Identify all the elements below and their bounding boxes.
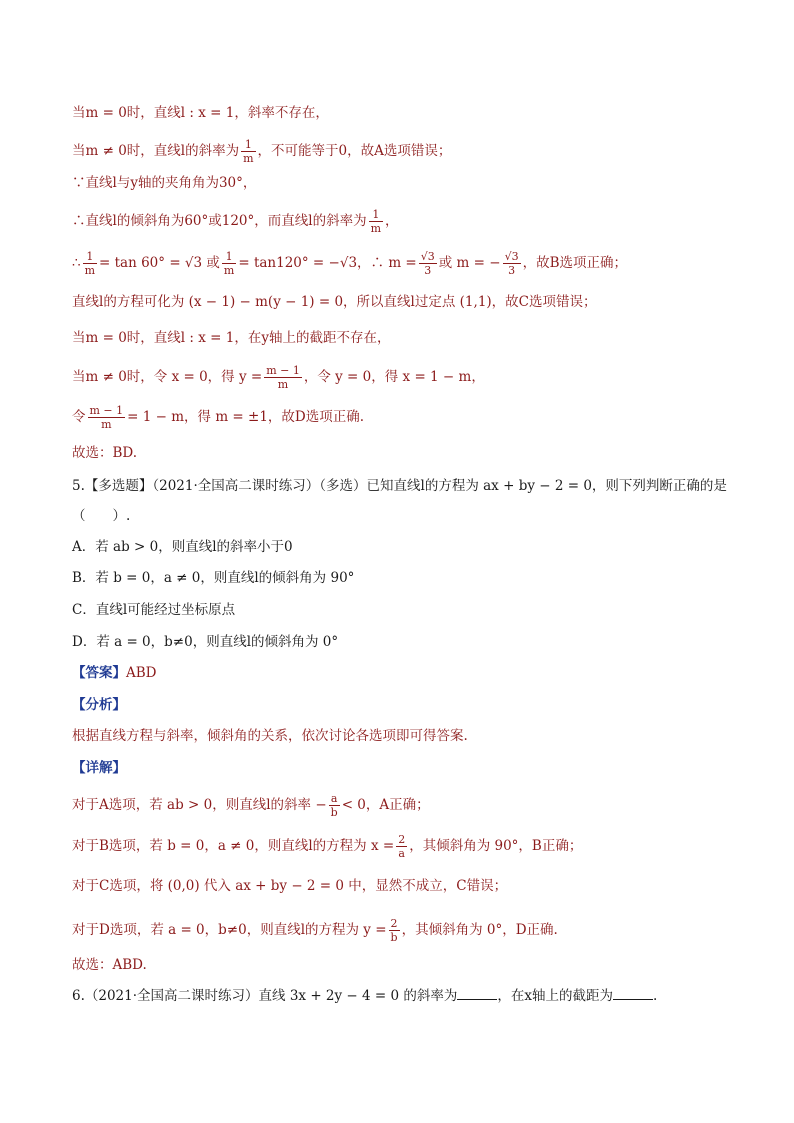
text-segment: 令: [72, 409, 86, 425]
answer-value: ABD: [126, 665, 157, 681]
text-line: 当m = 0时，直线l : x = 1，斜率不存在，: [72, 105, 329, 121]
text-segment: ，: [385, 213, 399, 229]
text-segment: 或 m = −: [438, 255, 501, 271]
text-segment: ，令 y = 0，得 x = 1 − m，: [303, 369, 485, 385]
numerator: 1: [372, 208, 380, 221]
detail-tag: 【详解】: [72, 760, 126, 776]
numerator: 1: [244, 138, 252, 151]
text-line: 当m = 0时，直线l : x = 1，在y轴上的截距不存在，: [72, 330, 391, 346]
detail-end: 故选：ABD.: [72, 957, 147, 973]
fraction: [329, 792, 340, 819]
fraction: [389, 917, 400, 944]
text-segment: ∴: [72, 255, 81, 271]
text-line: [72, 364, 734, 391]
text-segment: = tan 60° = √3 或: [99, 255, 220, 271]
text-segment: = tan120° = −√3，∴ m =: [238, 255, 417, 271]
numerator: 2: [390, 917, 398, 930]
question-5-stem: 5.【多选题】（2021·全国高二课时练习）（多选）已知直线l的方程为 ax + by − 2 = 0，则下列判断正确的是: [72, 478, 727, 494]
denominator: m: [264, 377, 302, 391]
analysis-tag: 【分析】: [72, 697, 126, 713]
numerator: 1: [225, 250, 233, 263]
text-line: [72, 404, 734, 431]
text-segment: ，在x轴上的截距为: [497, 988, 614, 1004]
answer-blank[interactable]: [457, 987, 497, 1000]
denominator: m: [223, 264, 235, 277]
text-segment: 6.（2021·全国高二课时练习）直线 3x + 2y − 4 = 0 的斜率为: [72, 988, 458, 1004]
fraction: [396, 833, 407, 860]
detail-c: 对于C选项，将 (0,0) 代入 ax + by − 2 = 0 中，显然不成立，C错误；: [72, 878, 508, 894]
text-segment: ，其倾斜角为 0°，D正确.: [401, 922, 558, 938]
numerator: √3: [504, 250, 519, 263]
denominator: m: [88, 417, 126, 431]
option-b: B．若 b = 0，a ≠ 0，则直线l的倾斜角为 90°: [72, 570, 355, 586]
text-line: [72, 138, 734, 165]
text-segment: = 1 − m，得 m = ±1，故D选项正确.: [127, 409, 365, 425]
text-line: [72, 208, 734, 235]
numerator: 1: [86, 250, 94, 263]
text-segment: 对于D选项，若 a = 0，b≠0，则直线l的方程为 y =: [72, 922, 387, 938]
option-c: C．直线l可能经过坐标原点: [72, 602, 236, 618]
denominator: 3: [503, 263, 521, 277]
option-d: D．若 a = 0，b≠0，则直线l的倾斜角为 0°: [72, 634, 339, 650]
answer-tag: 【答案】: [72, 665, 126, 681]
text-segment: ，其倾斜角为 90°，B正确；: [409, 838, 583, 854]
question-5-paren: （ ）.: [72, 508, 131, 524]
denominator: 3: [419, 263, 437, 277]
detail-a: [72, 792, 734, 819]
fraction: [83, 250, 97, 277]
numerator: 2: [398, 833, 406, 846]
denominator: b: [330, 806, 338, 819]
text-segment: ∴直线l的倾斜角为60°或120°，而直线l的斜率为: [72, 213, 367, 229]
fraction: [503, 250, 521, 277]
denominator: b: [390, 931, 398, 944]
text-segment: ，故B选项正确；: [522, 255, 627, 271]
text-segment: ，不可能等于0，故A选项错误；: [257, 143, 452, 159]
fraction: [369, 208, 383, 235]
denominator: m: [243, 152, 254, 165]
detail-b: [72, 833, 734, 860]
fraction: [264, 364, 302, 391]
numerator: m − 1: [89, 404, 124, 417]
fraction: [222, 250, 236, 277]
numerator: a: [330, 792, 338, 805]
fraction: [88, 404, 126, 431]
question-6: [72, 986, 734, 1006]
text-segment: .: [653, 988, 658, 1004]
option-a: A．若 ab > 0，则直线l的斜率小于0: [72, 539, 293, 555]
denominator: m: [84, 264, 96, 277]
fraction: [419, 250, 437, 277]
text-segment: 当m ≠ 0时，令 x = 0，得 y =: [72, 369, 263, 385]
text-segment: 当m ≠ 0时，直线l的斜率为: [72, 143, 240, 159]
detail-d: [72, 917, 734, 944]
denominator: m: [370, 222, 382, 235]
answer-line: [72, 663, 734, 683]
numerator: m − 1: [266, 364, 300, 377]
numerator: √3: [420, 250, 435, 263]
text-line: 直线l的方程可化为 (x − 1) − m(y − 1) = 0，所以直线l过定点 (1,1)，故C选项错误；: [72, 294, 597, 310]
text-line: 故选：BD.: [72, 445, 138, 461]
text-line: [72, 250, 734, 277]
text-segment: 对于B选项，若 b = 0，a ≠ 0，则直线l的方程为 x =: [72, 838, 395, 854]
answer-blank[interactable]: [613, 987, 653, 1000]
fraction: [241, 138, 255, 165]
text-line: ∵直线l与y轴的夹角角为30°，: [72, 175, 257, 191]
text-segment: < 0，A正确；: [341, 797, 430, 813]
denominator: a: [396, 846, 407, 860]
text-segment: 对于A选项，若 ab > 0，则直线l的斜率 −: [72, 797, 327, 813]
analysis-text: 根据直线方程与斜率，倾斜角的关系，依次讨论各选项即可得答案.: [72, 728, 468, 744]
